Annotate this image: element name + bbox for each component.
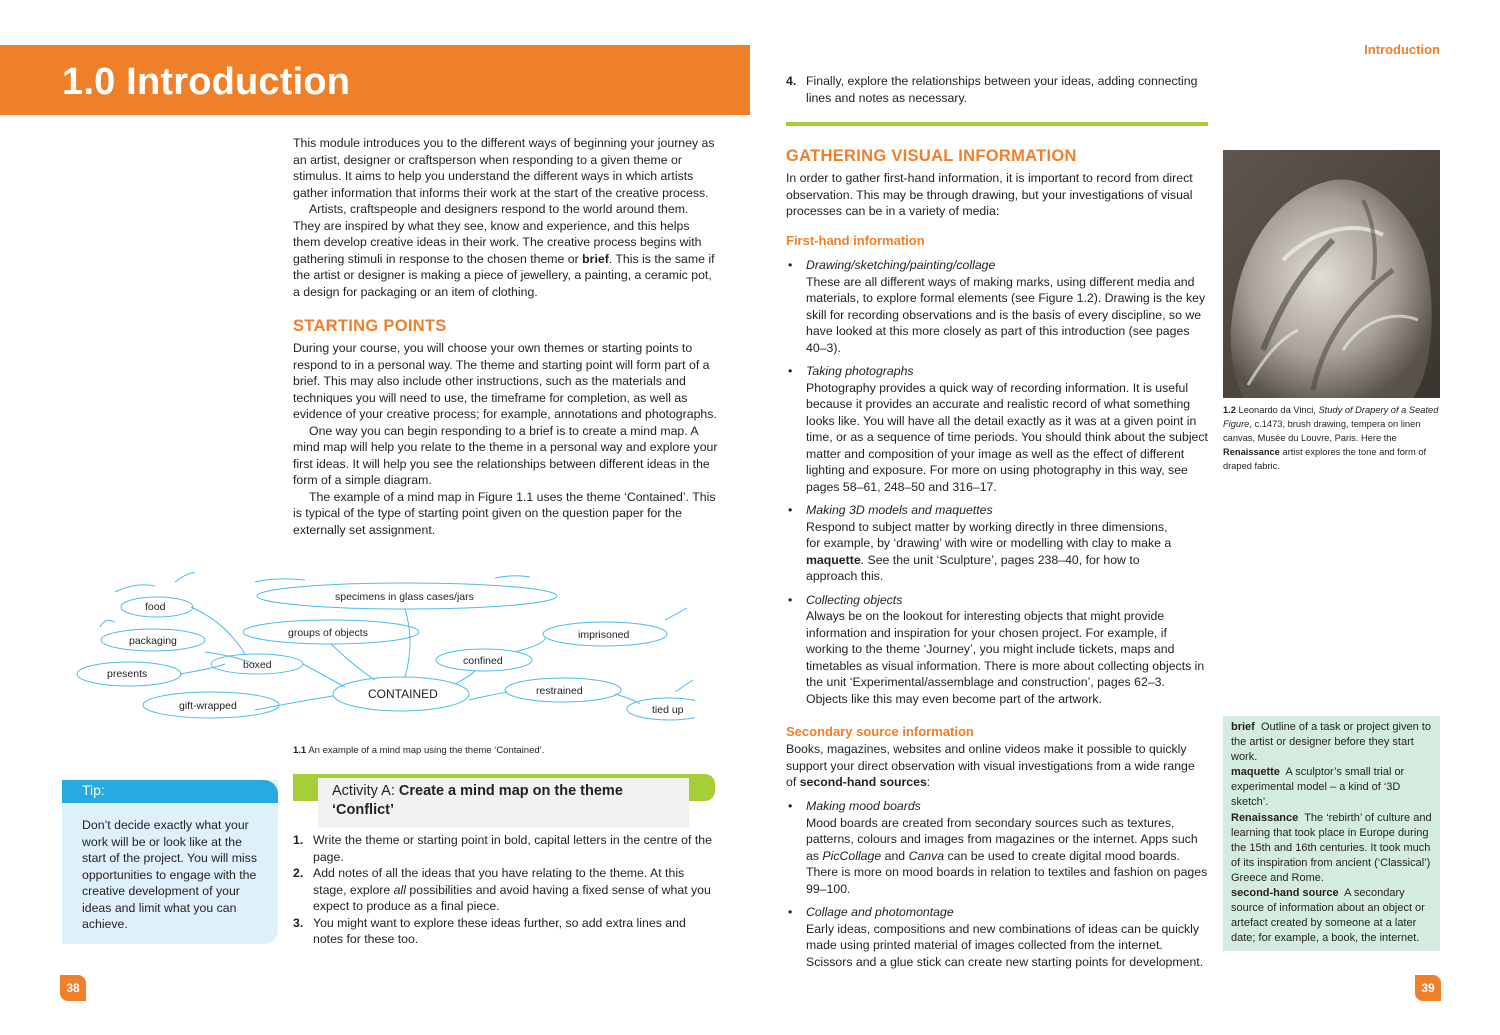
tip-title: Tip: — [82, 782, 105, 798]
mind-map-node: boxed — [243, 659, 272, 671]
page-number-left: 38 — [60, 975, 86, 1001]
activity-title: Activity A: Create a mind map on the theme ‘Conflict’ — [332, 783, 623, 818]
mind-map-figure — [75, 572, 695, 737]
figure-1-2-caption: 1.2 Leonardo da Vinci, Study of Drapery of a Seated Figure, c.1473, brush drawing, tempera on linen canvas, Musée du Louvre, Paris. Here the Renaissance artist explores the tone and form of draped fabric. — [1223, 405, 1439, 471]
running-head: Introduction — [1364, 42, 1440, 57]
first-hand-list — [786, 257, 1208, 714]
activity-steps — [293, 832, 713, 948]
gathering-heading: GATHERING VISUAL INFORMATION — [786, 147, 1077, 165]
intro-paragraph-1: This module introduces you to the different ways of beginning your journey as an artist, designer or craftsperson when responding to a given theme or stimulus. It aims to help you understand the different ways in which artists gather information that informs their work at the start of the creative process. — [293, 136, 715, 200]
mind-map-node: food — [145, 601, 166, 613]
secondary-list — [786, 798, 1208, 977]
mind-map-center: CONTAINED — [368, 687, 438, 701]
mind-map-node: specimens in glass cases/jars — [335, 591, 474, 603]
mind-map-node: restrained — [536, 685, 583, 697]
activity-step: 1. Write the theme or starting point in bold, capital letters in the centre of the page. — [293, 833, 712, 864]
starting-paragraph-3: The example of a mind map in Figure 1.1 uses the theme ‘Contained’. This is typical of the type of starting point given on the question paper for the externally set assignment. — [293, 489, 716, 537]
list-item: • Taking photographs Photography provides a quick way of recording information. It is useful because it provides an accurate and realistic record of what something looks like. You will have all the detail exactly as it was at a given point in time, or as a sequence of time periods. You should think about the subject matter and composition of your image as well as the effect of different lighting and exposure. For more on using photography in this way, see pages 58–61, 248–50 and 316–17. — [786, 363, 1208, 495]
starting-points-heading: STARTING POINTS — [293, 317, 447, 335]
page-number-right: 39 — [1415, 975, 1441, 1001]
page-title: 1.0 Introduction — [62, 61, 351, 103]
tip-text: Don’t decide exactly what your work will be or look like at the start of the project. You will miss opportunities to engage with the creative development of your ideas and limit what you can achieve. — [82, 818, 257, 931]
term-brief: brief — [582, 251, 609, 266]
starting-paragraph-2: One way you can begin responding to a brief is to create a mind map. A mind map will help you relate to the theme in a personal way and explore your first ideas. It will help you see the relationships between different ideas in the form of a simple diagram. — [293, 423, 718, 487]
list-item: • Making mood boards Mood boards are created from secondary sources such as textures, patterns, colours and images from magazines or the internet. Apps such as PicCollage and Canva can be used to create digital mood boards. There is more on mood boards in relation to textiles and fashion on pages 99–100. — [786, 798, 1208, 897]
list-item: • Making 3D models and maquettes Respond to subject matter by working directly in three dimensions, for example, by ‘drawing’ with wire or modelling with clay to make a maquette. See the unit ‘Sculpture’, pages 238–40, for how to approach this. — [786, 502, 1176, 585]
glossary-entry: second-hand source A secondary source of information about an object or artefact created by someone at a later date; for example, a book, the internet. — [1231, 887, 1425, 945]
first-hand-heading: First-hand information — [786, 233, 925, 248]
intro-paragraph-2: Artists, craftspeople and designers respond to the world around them. They are inspired by what they see, know and experience, and this helps them develop creative ideas in their work. The creative process begins with gathering stimuli in response to the chosen theme or brief. This is the same if the artist or designer is making a piece of jewellery, a painting, a ceramic pot, a design for packaging or an item of clothing. — [293, 202, 715, 299]
starting-points-text — [293, 340, 718, 538]
glossary-list — [1231, 720, 1436, 946]
secondary-intro: Books, magazines, websites and online videos make it possible to quickly support your direct observation with visual investigations from a wide range of second-hand sources: — [786, 742, 1195, 789]
starting-paragraph-1: During your course, you will choose your own themes or starting points to respond to in a personal way. The theme and starting point will form part of a brief. This may also include other instructions, such as the materials and techniques you will need to use, the timeframe for completion, as well as evidence of your creative process; for example, annotations and photographs. — [293, 341, 717, 421]
list-item: • Drawing/sketching/painting/collage These are all different ways of making marks, using different media and materials, to explore formal elements (see Figure 1.2). Drawing is the key skill for recording observations and is the basis of every discipline, so we have looked at this more closely as part of this introduction (see pages 40–3). — [786, 257, 1208, 356]
mind-map-node: imprisoned — [578, 629, 630, 641]
activity-step: 3. You might want to explore these ideas further, so add extra lines and notes for these too. — [293, 915, 686, 946]
mind-map-node: groups of objects — [288, 627, 368, 639]
figure-1-1-caption: 1.1 An example of a mind map using the theme ‘Contained’. — [293, 745, 545, 756]
mind-map-node: presents — [107, 668, 148, 680]
activity-step-4: 4. Finally, explore the relationships between your ideas, adding connecting lines and notes as necessary. — [786, 74, 1198, 105]
green-divider — [786, 122, 1208, 126]
glossary-entry: Renaissance The ‘rebirth’ of culture and learning that took place in Europe during the 15th and 16th centuries. It took much of its inspiration from ancient (‘Classical’) Greece and Rome. — [1231, 811, 1432, 884]
mind-map-node: tied up — [652, 704, 684, 716]
intro-text — [293, 135, 718, 300]
gathering-intro: In order to gather first-hand information, it is important to record from direct observation. This may be through drawing, but your investigations of visual processes can be in a variety of media: — [786, 171, 1193, 218]
mind-map-node: packaging — [129, 635, 177, 647]
glossary-entry: brief Outline of a task or project given to the artist or designer before they start work. — [1231, 721, 1431, 764]
mind-map-node: gift-wrapped — [179, 700, 237, 712]
list-item: • Collage and photomontage Early ideas, compositions and new combinations of ideas can be quickly made using printed material of images collected from the internet. Scissors and a glue stick can create new starting points for development. — [786, 904, 1208, 970]
activity-step: 2. Add notes of all the ideas that you have relating to the theme. At this stage, explore all possibilities and avoid having a fixed sense of what you expect to produce as a final piece. — [293, 866, 711, 913]
mind-map-node: confined — [463, 655, 503, 667]
list-item: • Collecting objects Always be on the lookout for interesting objects that might provide information and inspiration for your chosen project. For example, if working to the theme ‘Journey’, you might include tickets, maps and timetables as visual information. There is more about collecting objects in the unit ‘Experimental/assemblage and construction’, pages 62–3. Objects like this may even become part of the artwork. — [786, 592, 1208, 708]
secondary-heading: Secondary source information — [786, 724, 974, 739]
glossary-entry: maquette A sculptor’s small trial or experimental model – a kind of ‘3D sketch’. — [1231, 766, 1405, 809]
drapery-drawing-image — [1223, 150, 1440, 398]
